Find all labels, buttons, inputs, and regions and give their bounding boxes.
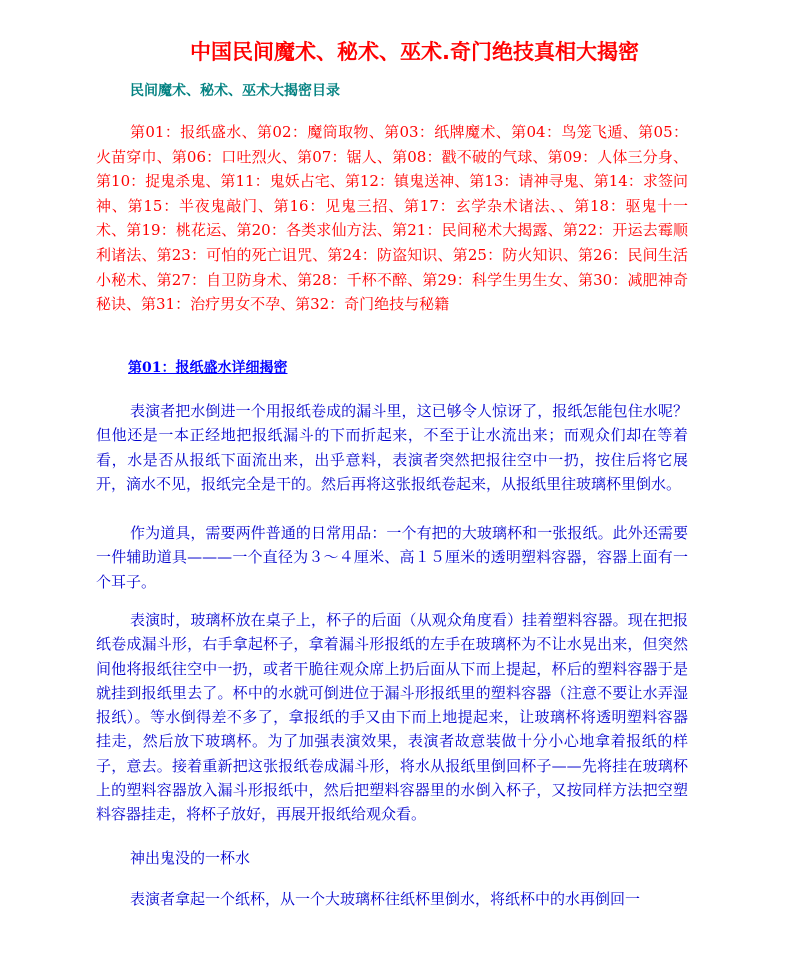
toc-heading: 民间魔术、秘术、巫术大揭密目录 bbox=[130, 83, 340, 99]
document-title: 中国民间魔术、秘术、巫术.奇门绝技真相大揭密 bbox=[190, 40, 639, 64]
body-paragraph: 表演者拿起一个纸杯，从一个大玻璃杯往纸杯里倒水，将纸杯中的水再倒回一 bbox=[130, 890, 641, 908]
body-paragraph: 作为道具，需要两件普通的日常用品：一个有把的大玻璃杯和一张报纸。此外还需要一件辅助道具———一个直径为３～４厘米、高１５厘米的透明塑料容器，容器上面有一个耳子。 bbox=[96, 524, 688, 591]
body-paragraph: 表演者把水倒进一个用报纸卷成的漏斗里，这已够令人惊讶了，报纸怎能包住水呢？但他还是一本正经地把报纸漏斗的下而折起来，不至于让水流出来；而观众们却在等着看，水是否从报纸下面流出来，出乎意料，表演者突然把报往空中一扔，按住后将它展开，滴水不见，报纸完全是干的。然后再将这张报纸卷起来，从报纸里往玻璃杯里倒水。 bbox=[96, 402, 688, 493]
subheading: 神出鬼没的一杯水 bbox=[130, 849, 251, 867]
body-paragraph: 表演时，玻璃杯放在桌子上，杯子的后面（从观众角度看）挂着塑料容器。现在把报纸卷成漏斗形，右手拿起杯子，拿着漏斗形报纸的左手在玻璃杯为不让水晃出来，但突然间他将报纸往空中一扔，或者干脆往观众席上扔后面从下而上提起，杯后的塑料容器于是就挂到报纸里去了。杯中的水就可倒进位于漏斗形报纸里的塑料容器（注意不要让水弄湿报纸）。等水倒得差不多了，拿报纸的手又由下而上地提起来，让玻璃杯将透明塑料容器挂走，然后放下玻璃杯。为了加强表演效果，表演者故意装做十分小心地拿着报纸的样子，意去。接着重新把这张报纸卷成漏斗形，将水从报纸里倒回杯子——先将挂在玻璃杯上的塑料容器放入漏斗形报纸中，然后把塑料容器里的水倒入杯子，又按同样方法把空塑料容器挂走，将杯子放好，再展开报纸给观众看。 bbox=[96, 611, 688, 824]
section-heading-link[interactable]: 第01：报纸盛水详细揭密 bbox=[128, 360, 288, 376]
toc-list: 第01：报纸盛水、第02：魔筒取物、第03：纸牌魔术、第04：鸟笼飞遁、第05：火苗穿巾、第06：口吐烈火、第07：锯人、第08：戳不破的气球、第09：人体三分身、第10：捉鬼杀鬼、第11：鬼妖占宅、第12：镇鬼送神、第13：请神寻鬼、第14：求签问神、第15：半夜鬼敲门、第16：见鬼三招、第17：玄学杂术诸法、、第18：驱鬼十一术、第19：桃花运、第20：各类求仙方法、第21：民间秘术大揭露、第22：开运去霉顺利诸法、第23：可怕的死亡诅咒、第24：防盗知识、第25：防火知识、第26：民间生活小秘术、第27：自卫防身术、第28：千杯不醉、第29：科学生男生女、第30：减肥神奇秘诀、第31：治疗男女不孕、第32：奇门绝技与秘籍 bbox=[96, 123, 688, 314]
